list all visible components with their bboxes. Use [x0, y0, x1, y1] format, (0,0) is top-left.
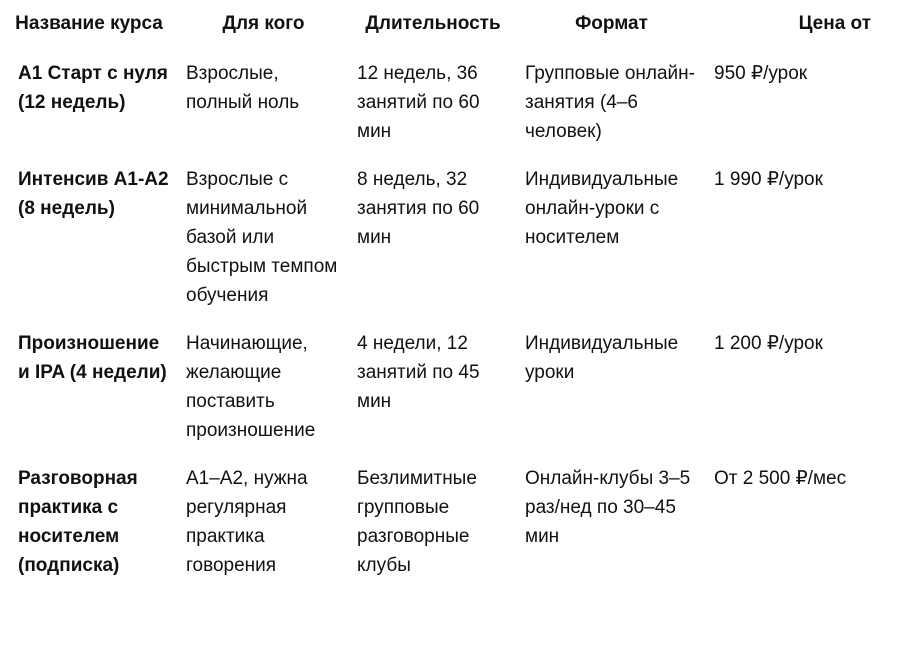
duration-cell: Безлимитные групповые разговорные клубы	[357, 468, 477, 576]
price-cell: 950 ₽/урок	[714, 63, 808, 84]
price-cell: От 2 500 ₽/мес	[714, 468, 847, 489]
header-price: Цена от	[798, 13, 871, 34]
table-row	[0, 455, 917, 590]
header-row	[0, 0, 917, 50]
header-course-name: Название курса	[15, 13, 163, 34]
header-duration: Длительность	[365, 13, 501, 34]
header-audience: Для кого	[222, 13, 305, 34]
audience-cell: Взрослые с минимальной базой или быстрым темпом обучения	[186, 169, 338, 306]
table-row	[0, 156, 917, 320]
course-name-cell: Разговорная практика с носителем (подписка)	[18, 468, 138, 576]
duration-cell: 12 недель, 36 занятий по 60 мин	[357, 63, 480, 142]
format-cell: Групповые онлайн-занятия (4–6 человек)	[525, 63, 695, 142]
format-cell: Индивидуальные онлайн-уроки с носителем	[525, 169, 679, 248]
format-cell: Индивидуальные уроки	[525, 333, 679, 383]
duration-cell: 4 недели, 12 занятий по 45 мин	[357, 333, 480, 412]
course-name-cell: A1 Старт с нуля (12 недель)	[18, 63, 168, 113]
header-format: Формат	[575, 13, 648, 34]
audience-cell: Взрослые, полный ноль	[186, 63, 300, 113]
duration-cell: 8 недель, 32 занятия по 60 мин	[357, 169, 480, 248]
table-row	[0, 50, 917, 156]
price-cell: 1 200 ₽/урок	[714, 333, 823, 354]
price-cell: 1 990 ₽/урок	[714, 169, 823, 190]
audience-cell: A1–A2, нужна регулярная практика говорения	[186, 468, 308, 576]
course-name-cell: Произношение и IPA (4 недели)	[18, 333, 167, 383]
course-name-cell: Интенсив A1-A2 (8 недель)	[18, 169, 169, 219]
audience-cell: Начинающие, желающие поставить произношение	[186, 333, 316, 441]
format-cell: Онлайн-клубы 3–5 раз/нед по 30–45 мин	[525, 468, 691, 547]
table-row	[0, 320, 917, 455]
